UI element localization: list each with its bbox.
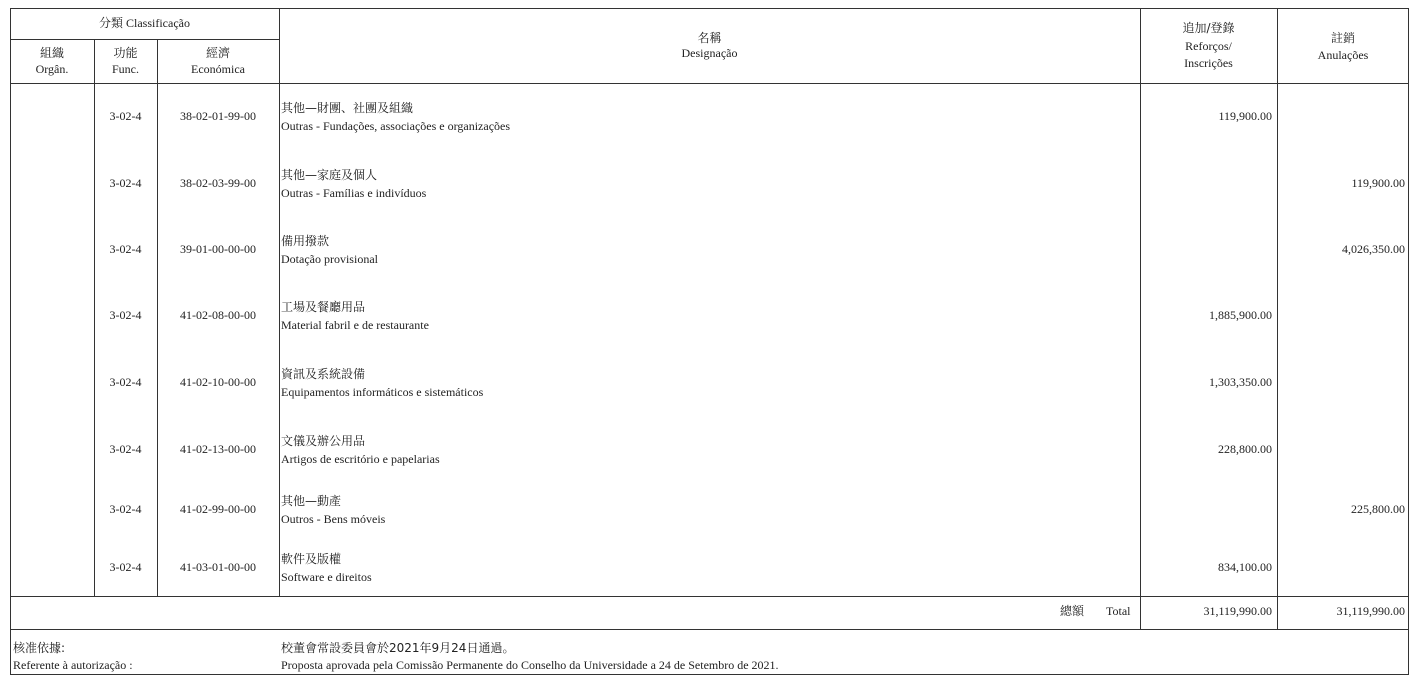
row-econ-code: 41-03-01-00-00 — [180, 560, 256, 574]
header-classification: 分類 Classificação — [99, 16, 190, 30]
footer-basis-pt: Referente à autorização : — [13, 658, 133, 672]
row-econ-code: 41-02-13-00-00 — [180, 442, 256, 456]
row-econ-code: 38-02-03-99-00 — [180, 176, 256, 190]
total-bottom-rule — [10, 629, 1409, 630]
row-anulacoes: 225,800.00 — [1351, 502, 1405, 516]
header-reforcos-zh: 追加/登錄 — [1182, 21, 1235, 35]
row-designation-pt: Outras - Famílias e indivíduos — [281, 186, 427, 200]
header-econ-pt: Económica — [191, 62, 245, 76]
row-econ-code: 38-02-01-99-00 — [180, 109, 256, 123]
row-econ-code: 41-02-10-00-00 — [180, 375, 256, 389]
row-designation-zh: 備用撥款 — [281, 234, 330, 248]
row-designation-zh: 其他—家庭及個人 — [281, 168, 378, 182]
header-func-zh: 功能 — [113, 46, 138, 60]
footer-basis-zh: 核准依據: — [13, 641, 66, 655]
row-designation-zh: 其他—動產 — [281, 494, 342, 508]
header-organ-pt: Orgân. — [35, 62, 69, 76]
footer-text-pt: Proposta aprovada pela Comissão Permanente do Conselho da Universidade a 24 de Setembro de 2021. — [281, 658, 779, 672]
row-econ-code: 41-02-99-00-00 — [180, 502, 256, 516]
header-econ-zh: 經濟 — [205, 46, 230, 60]
row-func-code: 3-02-4 — [109, 502, 142, 516]
row-func-code: 3-02-4 — [109, 308, 142, 322]
row-designation-zh: 軟件及版權 — [281, 552, 342, 566]
header-designation-pt: Designação — [681, 46, 738, 60]
row-anulacoes: 4,026,350.00 — [1342, 242, 1405, 256]
header-bottom-rule — [10, 83, 1409, 84]
row-designation-zh: 文儀及辦公用品 — [281, 434, 366, 448]
row-designation-pt: Equipamentos informáticos e sistemáticos — [281, 385, 484, 399]
header-organ-zh: 組織 — [39, 46, 64, 60]
row-designation-pt: Artigos de escritório e papelarias — [281, 452, 440, 466]
row-reforcos: 228,800.00 — [1218, 442, 1272, 456]
row-econ-code: 41-02-08-00-00 — [180, 308, 256, 322]
col-divider-reforcos — [1277, 8, 1278, 630]
total-top-rule — [10, 596, 1409, 597]
total-label-zh: 總額 — [1059, 604, 1084, 618]
header-reforcos-pt1: Reforços/ — [1185, 39, 1232, 53]
header-anulacoes-pt: Anulações — [1317, 48, 1369, 62]
row-reforcos: 1,303,350.00 — [1209, 375, 1272, 389]
row-anulacoes: 119,900.00 — [1351, 176, 1405, 190]
row-func-code: 3-02-4 — [109, 109, 142, 123]
row-reforcos: 1,885,900.00 — [1209, 308, 1272, 322]
header-anulacoes-zh: 註銷 — [1330, 31, 1355, 45]
col-divider-func — [157, 39, 158, 597]
row-designation-pt: Material fabril e de restaurante — [281, 318, 429, 332]
row-designation-zh: 資訊及系統設備 — [281, 367, 366, 381]
col-divider-designation — [1140, 8, 1141, 630]
header-designation-zh: 名稱 — [697, 31, 722, 45]
row-func-code: 3-02-4 — [109, 375, 142, 389]
footer-text-zh: 校董會常設委員會於2021年9月24日通過。 — [281, 641, 515, 655]
total-label-pt: Total — [1106, 604, 1131, 618]
row-designation-pt: Outros - Bens móveis — [281, 512, 386, 526]
row-econ-code: 39-01-00-00-00 — [180, 242, 256, 256]
row-reforcos: 834,100.00 — [1218, 560, 1272, 574]
total-anulacoes: 31,119,990.00 — [1336, 604, 1405, 618]
row-func-code: 3-02-4 — [109, 560, 142, 574]
row-designation-zh: 工場及餐廳用品 — [281, 300, 366, 314]
row-designation-zh: 其他—財團、社團及組織 — [281, 101, 414, 115]
header-divider — [10, 39, 279, 40]
row-func-code: 3-02-4 — [109, 176, 142, 190]
row-func-code: 3-02-4 — [109, 442, 142, 456]
row-designation-pt: Dotação provisional — [281, 252, 378, 266]
col-divider-econ — [279, 8, 280, 597]
header-func-pt: Func. — [112, 62, 139, 76]
row-designation-pt: Software e direitos — [281, 570, 372, 584]
col-divider-organ — [94, 39, 95, 597]
row-reforcos: 119,900.00 — [1218, 109, 1272, 123]
row-designation-pt: Outras - Fundações, associações e organizações — [281, 119, 511, 133]
total-reforcos: 31,119,990.00 — [1203, 604, 1272, 618]
row-func-code: 3-02-4 — [109, 242, 142, 256]
header-reforcos-pt2: Inscrições — [1184, 56, 1233, 70]
